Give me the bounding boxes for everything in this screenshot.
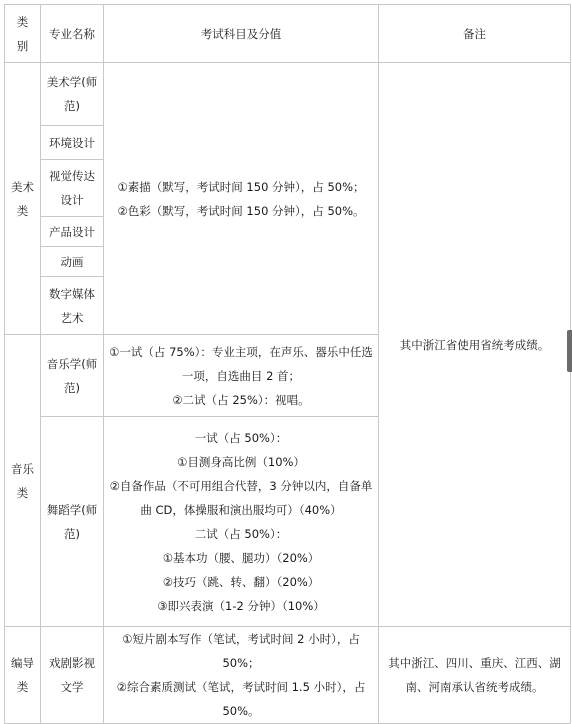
category-directing: 编导 类 — [5, 627, 41, 724]
subject-line: ②自备作品（不可用组合代替，3 分钟以内，自备单 — [109, 478, 373, 493]
header-subjects: 考试科目及分值 — [104, 5, 379, 63]
subject-line: 曲 CD，体操服和演出服均可）（40%） — [140, 502, 342, 517]
header-major: 专业名称 — [41, 5, 104, 63]
art-subjects — [104, 63, 379, 335]
subject-line: ②综合素质测试（笔试，考试时间 1.5 小时），占 — [116, 680, 366, 694]
directing-note: 其中浙江、四川、重庆、江西、湖 南、河南承认省统考成绩。 — [379, 627, 571, 724]
subject-line: ①素描（默写，考试时间 150 分钟），占 50%； — [117, 179, 365, 194]
major-cell: 音乐学(师 范) — [41, 335, 104, 417]
major-cell: 环境设计 — [41, 126, 104, 160]
major-cell: 动画 — [41, 247, 104, 277]
major-cell: 戏剧影视 文学 — [41, 627, 104, 724]
category-music: 音乐 类 — [5, 335, 41, 627]
major-cell: 舞蹈学(师 范) — [41, 417, 104, 627]
major-cell: 产品设计 — [41, 217, 104, 247]
exam-subjects-table — [4, 4, 571, 724]
table-row — [5, 63, 571, 126]
subject-line: ③即兴表演（1-2 分钟）（10%） — [157, 598, 325, 613]
subject-line: ②技巧（跳、转、翻）（20%） — [162, 574, 320, 589]
subject-line: 二试（占 50%）： — [194, 526, 288, 541]
music-subjects — [104, 335, 379, 417]
major-cell: 视觉传达 设计 — [41, 160, 104, 217]
subject-line: 一项，自选曲目 2 首； — [181, 368, 301, 383]
subject-line: ②色彩（默写，考试时间 150 分钟），占 50%。 — [117, 203, 365, 218]
subject-line: ②二试（占 25%）：视唱。 — [172, 392, 310, 407]
major-cell: 数字媒体 艺术 — [41, 277, 104, 335]
subject-line: 一试（占 50%）： — [194, 430, 288, 445]
subject-line: ①短片剧本写作（笔试，考试时间 2 小时），占 50%； — [122, 632, 360, 670]
header-row — [5, 5, 571, 63]
subject-line: ①一试（占 75%）：专业主项，在声乐、器乐中任选 — [109, 344, 373, 359]
subject-line: 50%。 — [222, 704, 260, 718]
subject-line: ①基本功（腰、腿功）（20%） — [162, 550, 320, 565]
category-art: 美术 类 — [5, 63, 41, 335]
header-category: 类 别 — [5, 5, 41, 63]
scrollbar-handle[interactable] — [567, 330, 572, 372]
subject-line: ①目测身高比例（10%） — [177, 454, 305, 469]
header-notes: 备注 — [379, 5, 571, 63]
shared-note-cell: 其中浙江省使用省统考成绩。 — [379, 63, 571, 627]
major-cell: 美术学(师 范) — [41, 63, 104, 126]
dance-subjects — [104, 417, 379, 627]
